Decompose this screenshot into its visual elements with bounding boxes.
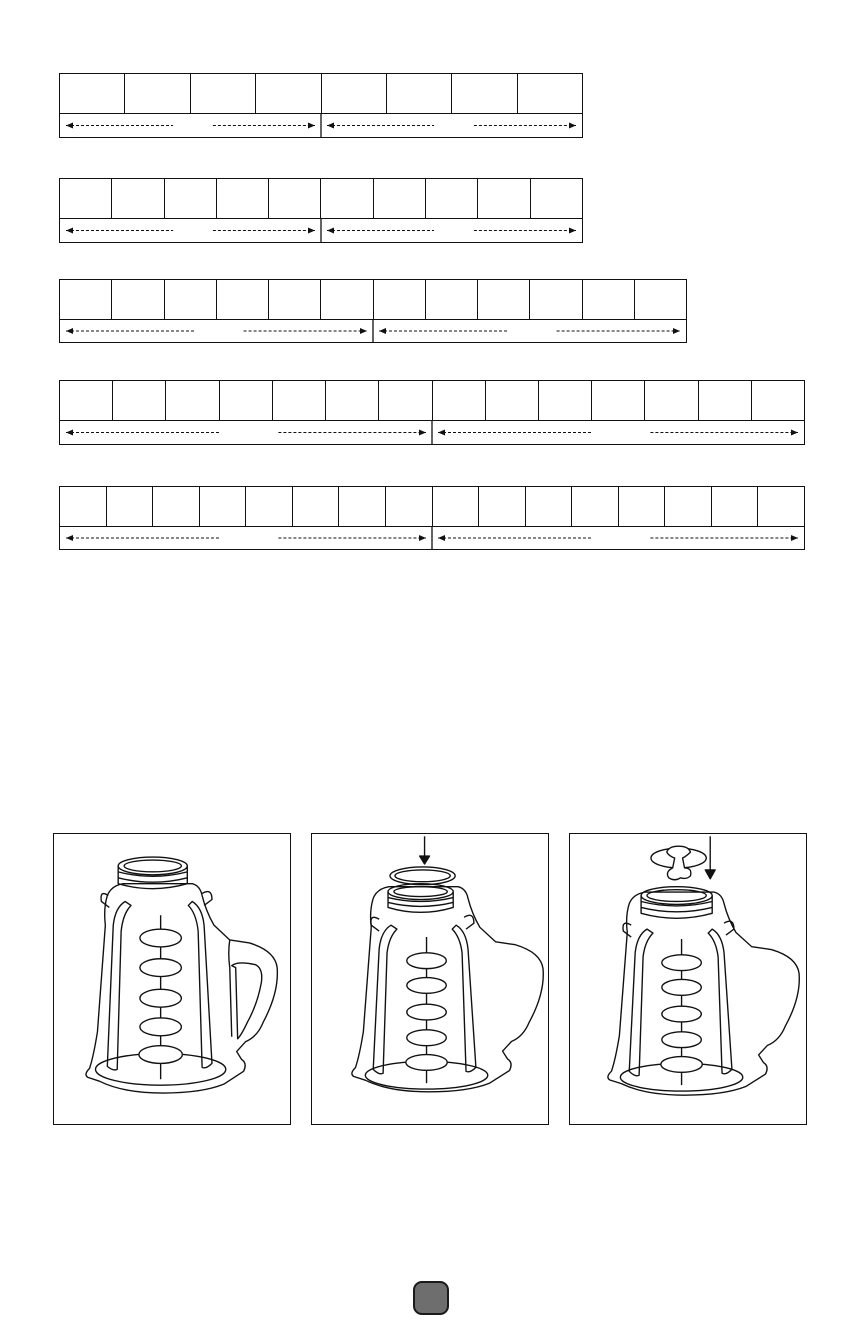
left-arrow-head [438,430,445,436]
table-cell [374,179,426,218]
arrow-table-2 [59,178,583,243]
arrow-table-4 [59,380,805,445]
right-arrow-head [791,535,798,541]
table-cell [220,381,273,420]
table-cell [426,179,478,218]
table-cell [322,74,387,113]
table-cell [433,487,480,526]
table-cell [339,487,386,526]
table-cell-row [60,179,582,219]
table-cell [113,381,166,420]
right-arrow-head [360,328,367,334]
table-cell [387,74,452,113]
table-cell [699,381,752,420]
table-cell [619,487,666,526]
right-arrow-head [308,123,315,129]
table-cell [165,179,217,218]
table-cell [166,381,219,420]
right-arrow-head [419,430,426,436]
table-cell [256,74,321,113]
table-cell [433,381,486,420]
table-cell [583,280,635,319]
table-cell [531,179,582,218]
table-cell [60,487,107,526]
table-cell [326,381,379,420]
table-cell [321,280,373,319]
right-arrow-head [673,328,680,334]
table-cell-row [60,280,686,320]
table-cell-row [60,487,804,527]
table-cell [752,381,804,420]
left-arrow-head [327,123,334,129]
table-cell [486,381,539,420]
arrow-row [60,320,686,342]
table-cell [165,280,217,319]
table-cell [452,74,517,113]
table-cell [217,280,269,319]
table-cell [273,381,326,420]
table-cell [539,381,592,420]
table-cell [478,179,530,218]
left-arrow-head [66,228,73,234]
table-cell [191,74,256,113]
figure-step-1 [53,833,291,1125]
blender-jar-icon [54,834,289,1123]
blender-jar-with-sealing-ring-icon [312,834,547,1123]
table-cell [112,179,164,218]
table-cell [217,179,269,218]
arrow-row [60,219,582,242]
arrow-row [60,114,582,137]
left-arrow-head [379,328,386,334]
left-arrow-head [66,123,73,129]
table-cell [526,487,573,526]
table-cell [379,381,432,420]
arrow-table-1 [59,73,583,138]
table-cell [60,280,112,319]
table-cell [665,487,712,526]
table-cell [592,381,645,420]
table-cell [635,280,686,319]
table-cell [712,487,759,526]
page-number-badge [413,1281,449,1315]
table-cell [269,280,321,319]
right-arrow-head [419,535,426,541]
right-arrow-head [569,123,576,129]
left-arrow-head [66,328,73,334]
table-cell [60,381,113,420]
table-cell [293,487,340,526]
table-cell [321,179,373,218]
table-cell [374,280,426,319]
table-cell [60,74,125,113]
table-cell [478,280,530,319]
table-cell [153,487,200,526]
table-cell [269,179,321,218]
table-cell [572,487,619,526]
figure-step-2 [311,833,549,1125]
left-arrow-head [438,535,445,541]
table-cell [518,74,582,113]
right-arrow-head [791,430,798,436]
arrow-table-3 [59,279,687,343]
arrow-row [60,421,804,444]
right-arrow-head [308,228,315,234]
left-arrow-head [327,228,334,234]
blender-jar-with-blade-assembly-icon [570,834,805,1123]
table-cell-row [60,74,582,114]
table-cell [125,74,190,113]
table-cell [107,487,154,526]
arrow-row [60,527,804,549]
table-cell [426,280,478,319]
table-cell [758,487,804,526]
table-cell [112,280,164,319]
table-cell [246,487,293,526]
table-cell [60,179,112,218]
table-cell [386,487,433,526]
table-cell [645,381,698,420]
table-cell [200,487,247,526]
table-cell-row [60,381,804,421]
figure-step-3 [569,833,807,1125]
arrow-tables [0,0,861,560]
left-arrow-head [66,430,73,436]
left-arrow-head [66,535,73,541]
right-arrow-head [569,228,576,234]
table-cell [479,487,526,526]
table-cell [530,280,582,319]
arrow-table-5 [59,486,805,550]
